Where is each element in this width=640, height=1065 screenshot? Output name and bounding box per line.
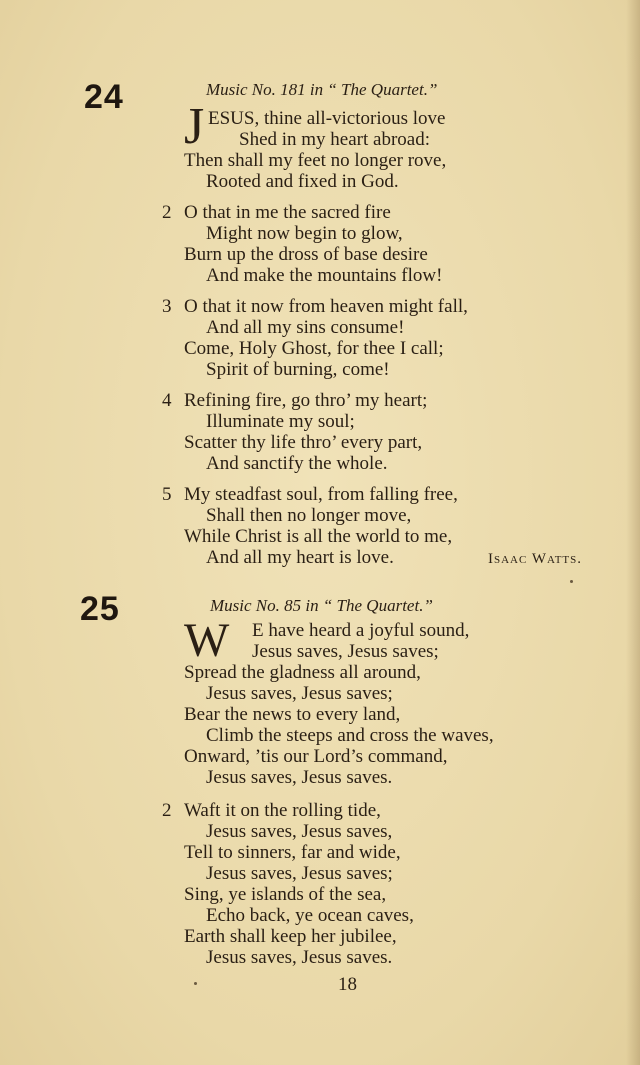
ink-speck <box>194 982 197 985</box>
hymn-24-v1-line4: Rooted and fixed in God. <box>206 171 399 192</box>
hymn-25-v1-line7: Onward, ’tis our Lord’s command, <box>184 746 448 767</box>
hymn-25-v1-line2: Jesus saves, Jesus saves; <box>252 641 439 662</box>
hymn-24-v3-line3: Come, Holy Ghost, for thee I call; <box>184 338 444 359</box>
hymn-24-v5-line4: And all my heart is love. <box>206 547 394 568</box>
hymn-24-v4-line4: And sanctify the whole. <box>206 453 388 474</box>
hymn-24-v3-line1: O that it now from heaven might fall, <box>184 296 468 317</box>
hymn-24-v2-line3: Burn up the dross of base desire <box>184 244 428 265</box>
hymn-25-v2-number: 2 <box>162 800 172 821</box>
hymn-25-v2-line6: Echo back, ye ocean caves, <box>206 905 414 926</box>
hymn-24-v3-line4: Spirit of burning, come! <box>206 359 390 380</box>
hymn-25-v2-line8: Jesus saves, Jesus saves. <box>206 947 393 968</box>
hymn-24-v2-line1: O that in me the sacred fire <box>184 202 391 223</box>
hymn-24-author: Isaac Watts. <box>488 551 583 567</box>
hymn-25-v1-line5: Bear the news to every land, <box>184 704 401 725</box>
page-edge-shadow <box>626 0 640 1065</box>
hymn-25-v2-line7: Earth shall keep her jubilee, <box>184 926 397 947</box>
hymn-24-v3-number: 3 <box>162 296 172 317</box>
hymn-24-dropcap: J <box>184 98 205 155</box>
hymn-25-v1-line6: Climb the steeps and cross the waves, <box>206 725 494 746</box>
hymn-24-tune: Music No. 181 in “ The Quartet.” <box>206 80 438 99</box>
hymn-24-v2-line2: Might now begin to glow, <box>206 223 403 244</box>
hymn-24-v5-line2: Shall then no longer move, <box>206 505 412 526</box>
hymn-24-v5-number: 5 <box>162 484 172 505</box>
ink-speck <box>570 580 573 583</box>
hymn-24-v4-line3: Scatter thy life thro’ every part, <box>184 432 423 453</box>
hymn-25-v1-line1: E have heard a joyful sound, <box>252 620 470 641</box>
hymn-24-v5-line1: My steadfast soul, from falling free, <box>184 484 458 505</box>
hymn-24-v1-line3: Then shall my feet no longer rove, <box>184 150 447 171</box>
hymn-25-v1-line8: Jesus saves, Jesus saves. <box>206 767 393 788</box>
hymn-24-v1-line1: ESUS, thine all-victorious love <box>208 108 446 129</box>
hymn-24-v3-line2: And all my sins consume! <box>206 317 405 338</box>
hymn-24-v5-line3: While Christ is all the world to me, <box>184 526 453 547</box>
hymn-25-dropcap: W <box>184 614 230 667</box>
hymn-24-v1-line2: Shed in my heart abroad: <box>239 129 431 150</box>
hymn-25-v1-line3: Spread the gladness all around, <box>184 662 421 683</box>
hymn-24-number: 24 <box>84 78 124 116</box>
hymn-25-v2-line4: Jesus saves, Jesus saves; <box>206 863 393 884</box>
page-number: 18 <box>338 974 357 995</box>
hymn-24-v4-line2: Illuminate my soul; <box>206 411 355 432</box>
hymn-25-v2-line2: Jesus saves, Jesus saves, <box>206 821 393 842</box>
hymn-25-v2-line3: Tell to sinners, far and wide, <box>184 842 401 863</box>
hymn-25-tune: Music No. 85 in “ The Quartet.” <box>210 596 433 615</box>
hymn-25-v2-line1: Waft it on the rolling tide, <box>184 800 381 821</box>
hymn-24-v4-number: 4 <box>162 390 172 411</box>
hymn-25-number: 25 <box>80 590 120 628</box>
hymn-24-v2-line4: And make the mountains flow! <box>206 265 443 286</box>
hymn-24-v4-line1: Refining fire, go thro’ my heart; <box>184 390 428 411</box>
hymn-25-v2-line5: Sing, ye islands of the sea, <box>184 884 387 905</box>
hymn-24-v2-number: 2 <box>162 202 172 223</box>
hymn-25-v1-line4: Jesus saves, Jesus saves; <box>206 683 393 704</box>
